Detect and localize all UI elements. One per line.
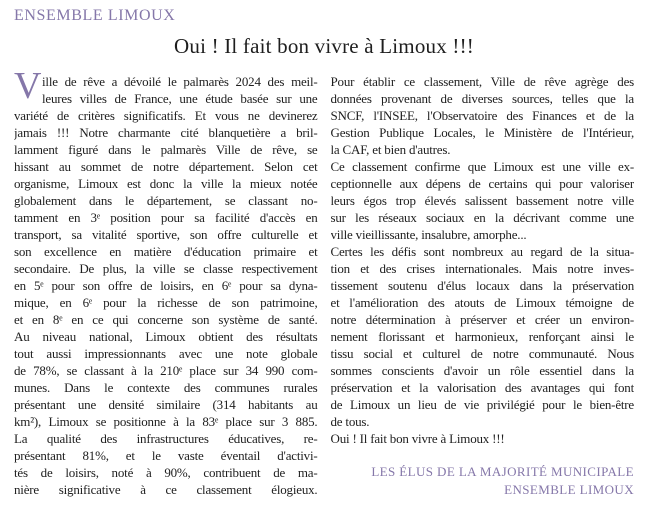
text-line: munes. Dans le contexte des communes rurales — [14, 380, 318, 395]
drop-cap: V — [14, 65, 42, 107]
left-column — [14, 65, 318, 498]
text-line: transport, sa vitalité sportive, son offre culturelle et — [14, 227, 318, 242]
text-line: secondaire. De plus, la ville se classe respectivement — [14, 261, 318, 276]
text-line: mique, en 6ᵉ pour la richesse de son patrimoine, — [14, 295, 318, 310]
signature-block — [331, 463, 635, 498]
paragraph-critics — [331, 158, 635, 243]
text-line: de 78%, se classant à la 210ᵉ place sur 34 990 com- — [14, 363, 318, 378]
paragraph-commitment — [331, 243, 635, 430]
paragraph-rankings — [14, 73, 318, 498]
text-line: tissement soutenu d'élus locaux dans la préservation — [330, 278, 634, 293]
text-line: SNCF, l'INSEE, l'Observatoire des Finances et de la — [330, 108, 634, 123]
right-column — [331, 73, 635, 498]
text-line: son excellence en matière d'éducation primaire et — [14, 244, 318, 259]
text-line: sur les réseaux sociaux en la décrivant comme une — [330, 210, 634, 225]
text-line: tamment en 3ᵉ position pour sa facilité d'accès en — [14, 210, 318, 225]
article-columns — [14, 65, 634, 498]
text-line: jamais !!! Notre charmante cité blanquetière a bril- — [14, 125, 318, 140]
text-line: km²), Limoux se positionne à la 83ᵉ place sur 3 885. — [14, 414, 318, 429]
text-line: leurs égos trop élevés salissent bassement notre ville — [330, 193, 634, 208]
text-line: tés de loisirs, noté à 90%, contribuent de ma- — [14, 465, 318, 480]
text-line: tion et des crises internationales. Mais notre inves- — [330, 261, 634, 276]
section-brand-heading: ENSEMBLE LIMOUX — [14, 7, 176, 24]
text-line: Gestion Publique Locales, le Ministère de l'Intérieur, — [330, 125, 634, 140]
article-title: Oui ! Il fait bon vivre à Limoux !!! — [174, 34, 474, 58]
text-line: ille de rêve a dévoilé le palmarès 2024 des meil- — [42, 74, 318, 89]
paragraph-sources — [331, 73, 635, 158]
text-line: présentant une densité similaire (314 habitants au — [14, 397, 318, 412]
text-line: notre détermination à préserver et créer un environ- — [330, 312, 634, 327]
text-line: et l'amélioration des atouts de Limoux témoigne de — [330, 295, 634, 310]
text-line: hissant au sommet de notre département. Selon cet — [14, 159, 318, 174]
text-line: données provenant de diverses sources, telles que la — [330, 91, 634, 106]
text-line: présentant 81%, et le vaste éventail d'activi- — [14, 448, 318, 463]
signature-line-group: ENSEMBLE LIMOUX — [504, 481, 634, 497]
text-line: ceptionnelle aux dépens de certains qui pour valoriser — [330, 176, 634, 191]
paragraph-closing — [331, 430, 635, 447]
text-line: de Limoux un lieu de vie privilégié pour le bien-être — [330, 397, 634, 412]
text-line: tout aussi impressionnants avec une note globale — [14, 346, 318, 361]
text-line: de tous. — [330, 414, 370, 429]
text-line: ville vieillissante, insalubre, amorphe... — [330, 227, 527, 242]
text-line: préservation et la valorisation des avantages qui font — [330, 380, 634, 395]
text-line: et en 8ᵉ en ce qui concerne son système de santé. — [14, 312, 318, 327]
text-line: en 5ᵉ pour son offre de loisirs, en 6ᵉ pour sa dyna- — [14, 278, 318, 293]
text-line: lamment figuré dans le palmarès Ville de rêve, se — [14, 142, 318, 157]
text-line: Certes les défis sont nombreux au regard de la situa- — [330, 244, 634, 259]
text-line: La qualité des infrastructures éducatives, re- — [14, 431, 318, 446]
text-line: Ce classement confirme que Limoux est une ville ex- — [330, 159, 634, 174]
text-line: globalement dans le département, se classant no- — [14, 193, 318, 208]
text-line: nement florissant et harmonieux, renforçant ainsi le — [330, 329, 634, 344]
text-line: Au niveau national, Limoux obtient des résultats — [14, 329, 318, 344]
text-line: organisme, Limoux est donc la ville la mieux notée — [14, 176, 318, 191]
text-line: la CAF, et bien d'autres. — [330, 142, 451, 157]
text-line: Pour établir ce classement, Ville de rêve agrège des — [330, 74, 634, 89]
text-line: variété de critères significatifs. Et vous ne devinerez — [14, 108, 318, 123]
text-line: Oui ! Il fait bon vivre à Limoux !!! — [330, 431, 505, 446]
text-line: sommes conscients d'avoir un rôle essentiel dans la — [330, 363, 634, 378]
text-line: nière significative à ce classement élogieux. — [14, 482, 318, 497]
text-line: leures villes de France, une étude basée sur une — [42, 91, 318, 106]
text-line: tissu social et culturel de notre communauté. Nous — [330, 346, 634, 361]
signature-line-authors: LES ÉLUS DE LA MAJORITÉ MUNICIPALE — [371, 464, 634, 479]
